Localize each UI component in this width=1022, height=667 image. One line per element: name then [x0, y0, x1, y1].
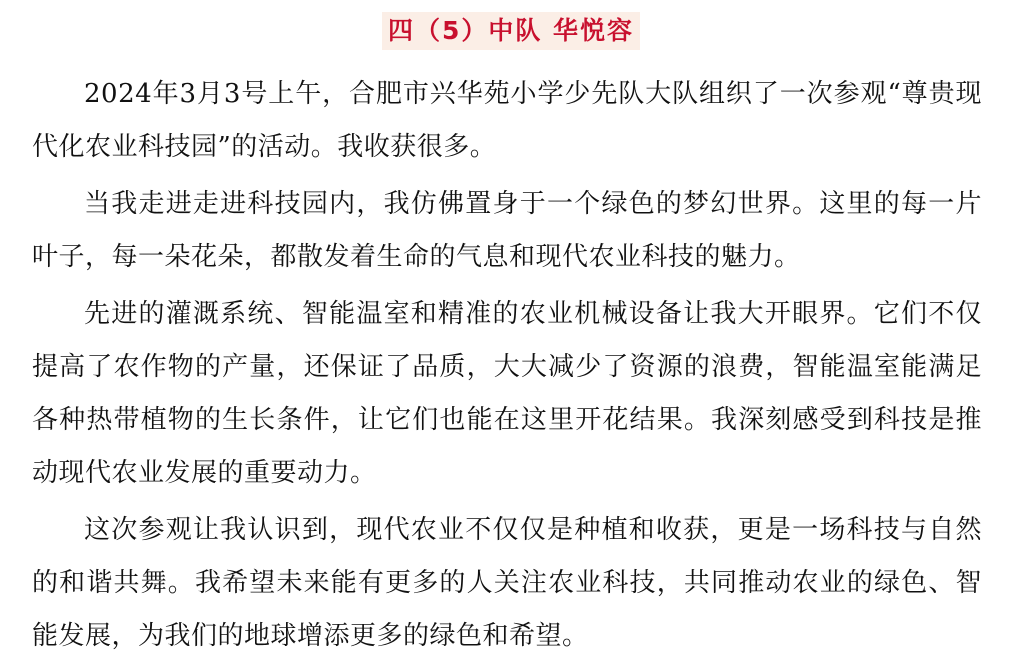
paragraph-4: 这次参观让我认识到，现代农业不仅仅是种植和收获，更是一场科技与自然的和谐共舞。我希望未来能有更多的人关注农业科技，共同推动农业的绿色、智能发展，为我们的地球增添更多的绿色和希望。	[32, 515, 982, 651]
paragraph-1: 2024年3月3号上午，合肥市兴华苑小学少先队大队组织了一次参观“尊贵现代化农业科技园”的活动。我收获很多。	[32, 79, 982, 162]
paragraph-2: 当我走进走进科技园内，我仿佛置身于一个绿色的梦幻世界。这里的每一片叶子，每一朵花朵，都散发着生命的气息和现代农业科技的魅力。	[32, 189, 982, 272]
article-body	[32, 68, 982, 667]
title-container	[0, 12, 1022, 50]
paragraph-3: 先进的灌溉系统、智能温室和精准的农业机械设备让我大开眼界。它们不仅提高了农作物的产量，还保证了品质，大大减少了资源的浪费，智能温室能满足各种热带植物的生长条件，让它们也能在这里开花结果。我深刻感受到科技是推动现代农业发展的重要动力。	[32, 299, 982, 488]
page-title: 四（5）中队 华悦容	[382, 12, 640, 50]
